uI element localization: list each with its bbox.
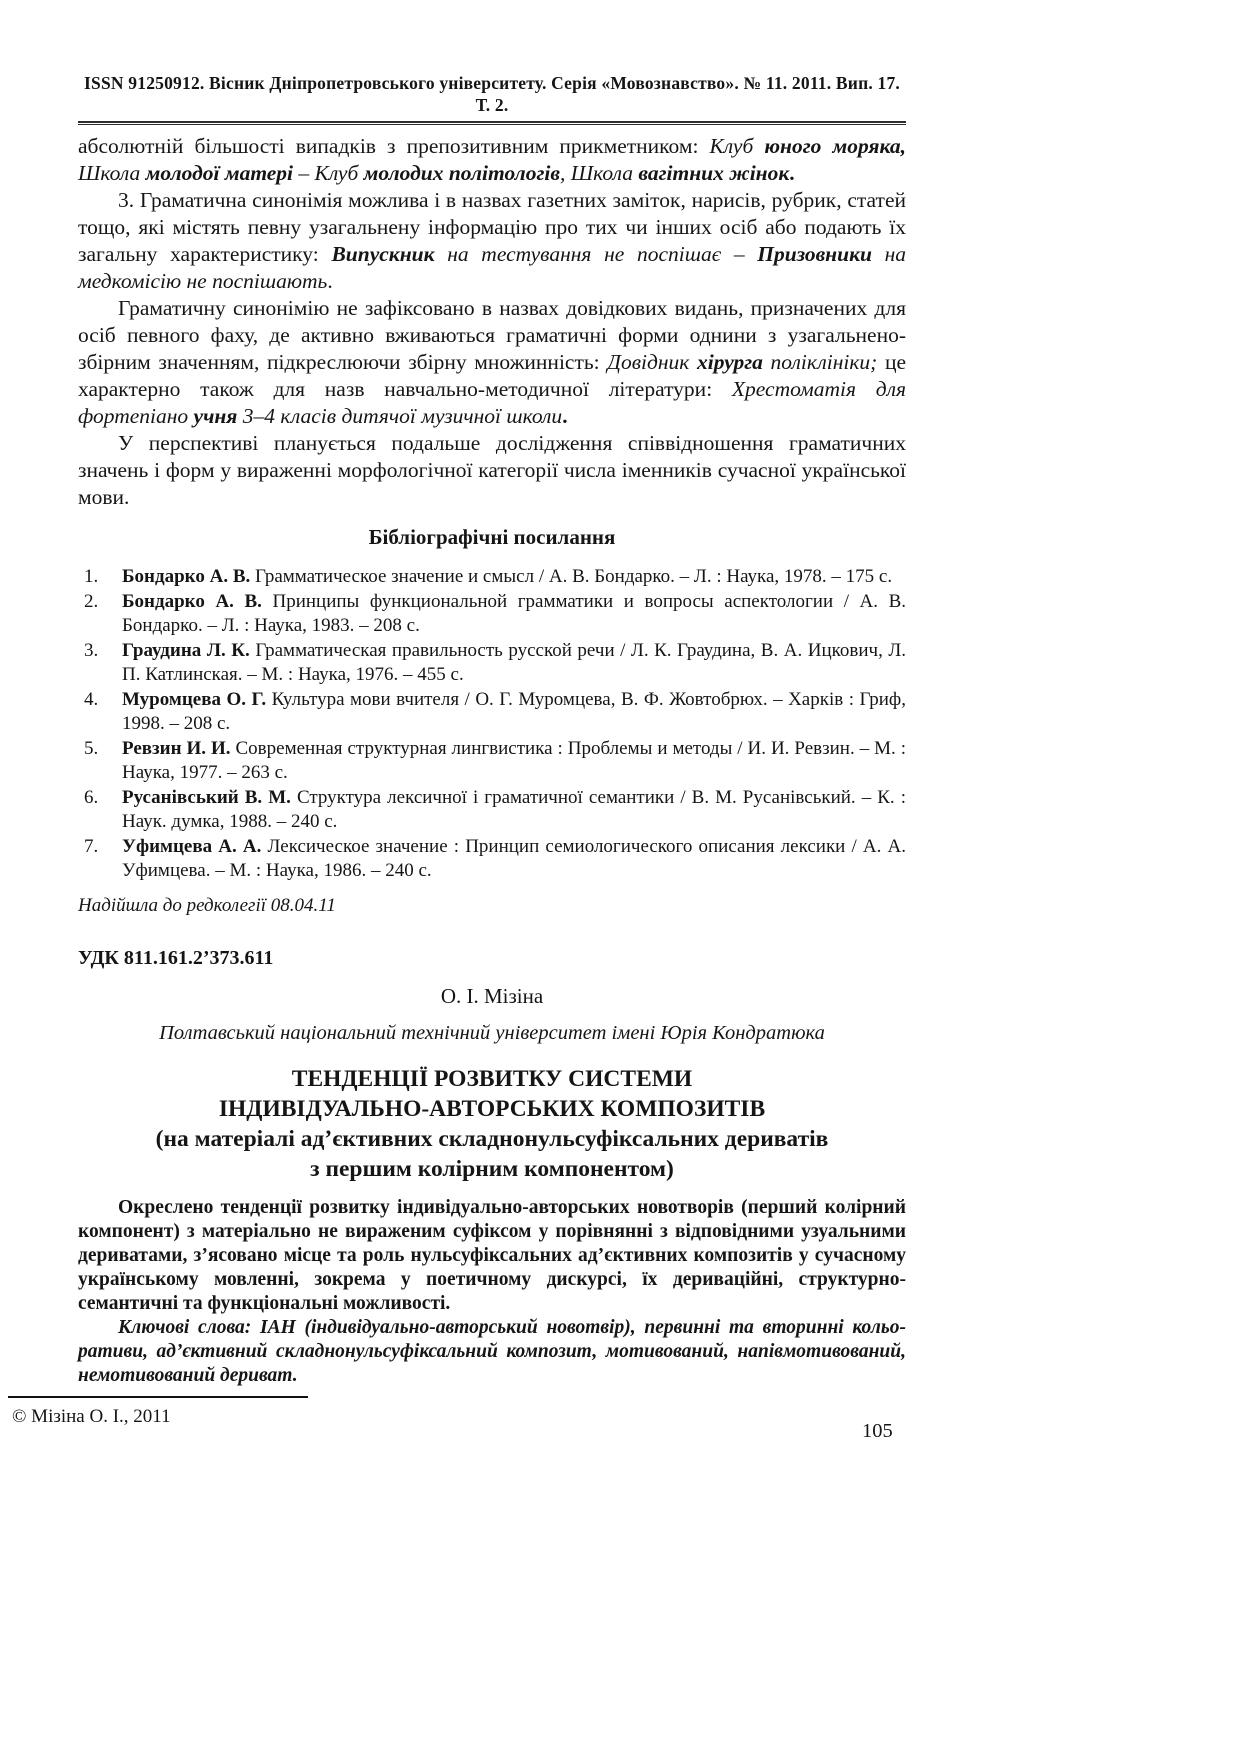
reference-text: Принципы функциональной грамматики и вопросы аспектологии / А. В. Бондарко. – Л. : Наука, 1983. – 208 с.	[122, 590, 906, 636]
article-title	[78, 1064, 906, 1184]
paragraph: 3. Граматична синонімія можлива і в назвах газетних заміток, нарисів, рубрик, статей тощо, які містять певну узагальнену інформацію про тих чи інших осіб або подають їх загальну характеристику: Випускник на тестування не поспішає – Призовники на медкомісію не поспішають.	[78, 188, 907, 293]
reference-number: 7.	[84, 835, 99, 857]
page-number: 105	[862, 1420, 893, 1442]
reference-item	[78, 786, 906, 835]
copyright-note: © Мізіна О. І., 2011	[12, 1405, 171, 1427]
reference-text: Современная структурная лингвистика : Проблемы и методы / И. И. Ревзин. – М. : Наука, 1977. – 263 с.	[122, 737, 906, 783]
reference-author: Муромцева О. Г.	[122, 688, 267, 710]
reference-item	[78, 590, 906, 639]
abstract-text: Окреслено тенденції розвитку індивідуально-авторських новотворів (перший колірний компонент) з матеріально не вираженим суфіксом у порівнянні з відповідними узуальними дериватами, з’ясовано місце та роль нульсуфіксальних ад’єктивних композитів у сучасному українському мовленні, зокрема у поетичному дискурсі, їх дериваційні, структурно-семантичні та функціональні можливості.	[78, 1196, 906, 1314]
reference-author: Уфимцева А. А.	[122, 835, 262, 857]
title-line: (на матеріалі ад’єктивних складнонульсуфіксальних дериватів	[155, 1125, 829, 1152]
reference-text: Структура лексичної і граматичної семантики / В. М. Русанівський. – К. : Наук. думка, 1988. – 240 с.	[122, 786, 906, 832]
references-list	[78, 565, 906, 884]
affiliation: Полтавський національний технічний університет імені Юрія Кондратюка	[159, 1021, 825, 1044]
footnote-rule	[8, 1396, 308, 1398]
reference-item	[78, 835, 906, 884]
reference-author: Русанівський В. М.	[122, 786, 291, 808]
reference-number: 2.	[84, 590, 99, 612]
reference-author: Бондарко А. В.	[122, 566, 251, 587]
title-line: ТЕНДЕНЦІЇ РОЗВИТКУ СИСТЕМИ	[291, 1065, 693, 1092]
title-line: з першим колірним компонентом)	[310, 1155, 674, 1182]
reference-number: 5.	[84, 737, 99, 759]
header-rule	[78, 121, 906, 125]
reference-item	[78, 639, 906, 688]
bibliography-heading: Бібліографічні посилання	[368, 525, 616, 549]
reference-text: Лексическое значение : Принцип семиологического описания лексики / А. А. Уфимцева. – М. : Наука, 1986. – 240 с.	[122, 835, 907, 881]
reference-item	[78, 688, 906, 737]
reference-item	[78, 565, 906, 590]
reference-text: Грамматическая правильность русской речи / Л. К. Граудина, В. А. Ицкович, Л. П. Катлинская. – М. : Наука, 1976. – 455 с.	[122, 639, 907, 685]
title-line: ІНДИВІДУАЛЬНО-АВТОРСЬКИХ КОМПОЗИТІВ	[218, 1095, 766, 1122]
reference-item	[78, 737, 906, 786]
author-name: О. І. Мізіна	[440, 983, 544, 1008]
reference-number: 4.	[84, 688, 99, 710]
udc-code: УДК 811.161.2’373.611	[78, 946, 274, 969]
keywords-text: Ключові слова: ІАН (індивідуально-авторський новотвір), первинні та вторинні кольоративи, ад’єктивний складнонульсуфіксальний композит, мотивований, напівмотивований, немотивований дериват.	[78, 1316, 906, 1386]
journal-header: ISSN 91250912. Вісник Дніпропетровського університету. Серія «Мовознавство». № 11. 2011. Вип. 17. Т. 2.	[84, 73, 900, 115]
reference-number: 3.	[84, 639, 99, 661]
article-body	[78, 133, 906, 511]
received-note: Надійшла до редколегії 08.04.11	[78, 894, 336, 916]
reference-author: Бондарко А. В.	[122, 590, 262, 612]
paragraph: абсолютній більшості випадків з препозитивним прикметником: Клуб юного моряка, Школа молодої матері – Клуб молодих політологів, Школа вагітних жінок.	[78, 134, 906, 185]
reference-text: Культура мови вчителя / О. Г. Муромцева, В. Ф. Жовтобрюх. – Харків : Гриф, 1998. – 208 с.	[122, 688, 906, 734]
paragraph: Граматичну синонімію не зафіксовано в назвах довідкових видань, призначених для осіб певного фаху, де активно вживаються граматичні форми однини з узагальнено-збірним значенням, підкреслюючи збірну множинність: Довідник хірурга поліклініки; це характерно також для назв навчально-методичної літератури: Хрестоматія для фортепіано учня 3–4 класів дитячої музичної школи.	[78, 296, 906, 428]
reference-number: 6.	[84, 786, 99, 808]
reference-number: 1.	[84, 566, 99, 587]
reference-author: Ревзин И. И.	[122, 737, 231, 759]
reference-text: Грамматическое значение и смысл / А. В. Бондарко. – Л. : Наука, 1978. – 175 с.	[250, 566, 893, 587]
reference-author: Граудина Л. К.	[122, 639, 250, 661]
paragraph: У перспективі планується подальше дослідження співвідношення граматичних значень і форм у вираженні морфологічної категорії числа іменників сучасної української мови.	[78, 431, 906, 509]
